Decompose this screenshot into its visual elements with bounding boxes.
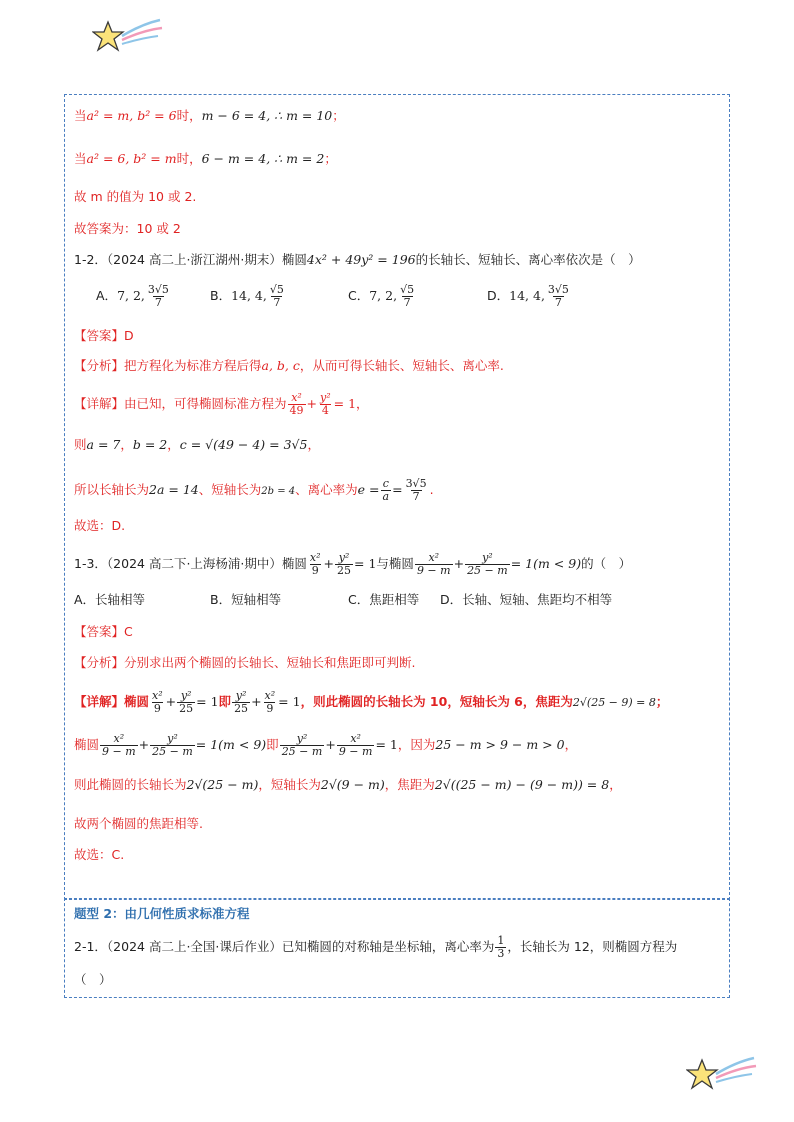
option-a[interactable]: A．7, 2, $\frac{3√5}{7}$ <box>96 283 169 309</box>
section-2-title: 题型 2：由几何性质求标准方程 <box>74 906 250 921</box>
option-c[interactable]: C．7, 2, $\frac{√5}{7}$ <box>348 283 415 309</box>
question-2-1-stem: 2-1．（2024 高二上·全国·课后作业）已知椭圆的对称轴是坐标轴，离心率为 $\frac{1}{3}$ ，长轴长为 12，则椭圆方程为 <box>74 934 678 960</box>
answer-line: 故答案为：10 或 2 <box>74 221 181 236</box>
case-line-1: 当a² = m, b² = 6时，m − 6 = 4, ∴ m = 10； <box>74 108 345 123</box>
analysis-1-2: 【分析】把方程化为标准方程后得a, b, c，从而可得长轴长、短轴长、离心率. <box>74 358 504 373</box>
shooting-star-icon-top <box>92 16 164 56</box>
option-1-3-b[interactable]: B．短轴相等 <box>210 592 282 607</box>
option-1-3-a[interactable]: A．长轴相等 <box>74 592 146 607</box>
option-1-3-c[interactable]: C．焦距相等 <box>348 592 420 607</box>
detail-1-3-line4: 故两个椭圆的焦距相等. <box>74 816 203 831</box>
detail-1-3-line2: 椭圆 $\frac{\text{x²}}{9 - m}$ + $\frac{\text{y²}}{25 - m}$ = 1(m < 9)即 $\frac{\text{y²}}{25 - m}$ + $\frac{\text{x²}}{9 - m}$ = 1，因为25 − m > 9 − m > 0， <box>74 732 578 758</box>
option-1-3-d[interactable]: D．长轴、短轴、焦距均不相等 <box>440 592 613 607</box>
option-d[interactable]: D．14, 4, $\frac{3√5}{7}$ <box>487 283 569 309</box>
detail-1-2-line1: 【详解】由已知，可得椭圆标准方程为 $\frac{\text{x²}}{49}$ + $\frac{\text{y²}}{4}$ = 1， <box>74 391 369 417</box>
question-1-3-stem: 1-3．（2024 高二下·上海杨浦·期中）椭圆 $\frac{\text{x²}}{9}$ + $\frac{\text{y²}}{25}$ = 1与椭圆 $\frac{\text{x²}}{9 - m}$ + $\frac{\text{y²}}{25 - m}$ = 1(m < 9)的（ ） <box>74 551 632 577</box>
detail-1-2-line2: 则a = 7，b = 2，c = √(49 − 4) = 3√5， <box>74 437 320 452</box>
analysis-1-3: 【分析】分别求出两个椭圆的长轴长、短轴长和焦距即可判断. <box>74 655 416 670</box>
shooting-star-icon-bottom <box>686 1054 758 1094</box>
answer-1-2: 【答案】D <box>74 328 134 343</box>
detail-1-2-line3: 所以长轴长为2a = 14、短轴长为2b = 4、离心率为e = $\frac{c}{a}$ = $\frac{3√5}{7}$ . <box>74 477 434 503</box>
answer-1-3: 【答案】C <box>74 624 133 639</box>
question-1-2-stem: 1-2．（2024 高二上·浙江湖州·期末）椭圆4x² + 49y² = 196的长轴长、短轴长、离心率依次是（ ） <box>74 252 641 267</box>
detail-1-3-line1: 【详解】椭圆 $\frac{\text{x²}}{9}$ + $\frac{\text{y²}}{25}$ = 1即 $\frac{\text{y²}}{25}$ + $\frac{\text{x²}}{9}$ = 1，则此椭圆的长轴长为 10，短轴长为 6，焦距为2√(25 − 9) = 8； <box>74 689 669 715</box>
choose-1-2: 故选：D. <box>74 518 126 533</box>
detail-1-3-line3: 则此椭圆的长轴长为2√(25 − m)，短轴长为2√(9 − m)，焦距为2√((25 − m) − (9 − m)) = 8， <box>74 777 622 792</box>
option-b[interactable]: B．14, 4, $\frac{√5}{7}$ <box>210 283 284 309</box>
choose-1-3: 故选：C. <box>74 847 125 862</box>
case-line-2: 当a² = 6, b² = m时，6 − m = 4, ∴ m = 2； <box>74 151 337 166</box>
question-2-1-paren: （ ） <box>74 972 112 987</box>
conclusion-line: 故 m 的值为 10 或 2. <box>74 189 197 204</box>
